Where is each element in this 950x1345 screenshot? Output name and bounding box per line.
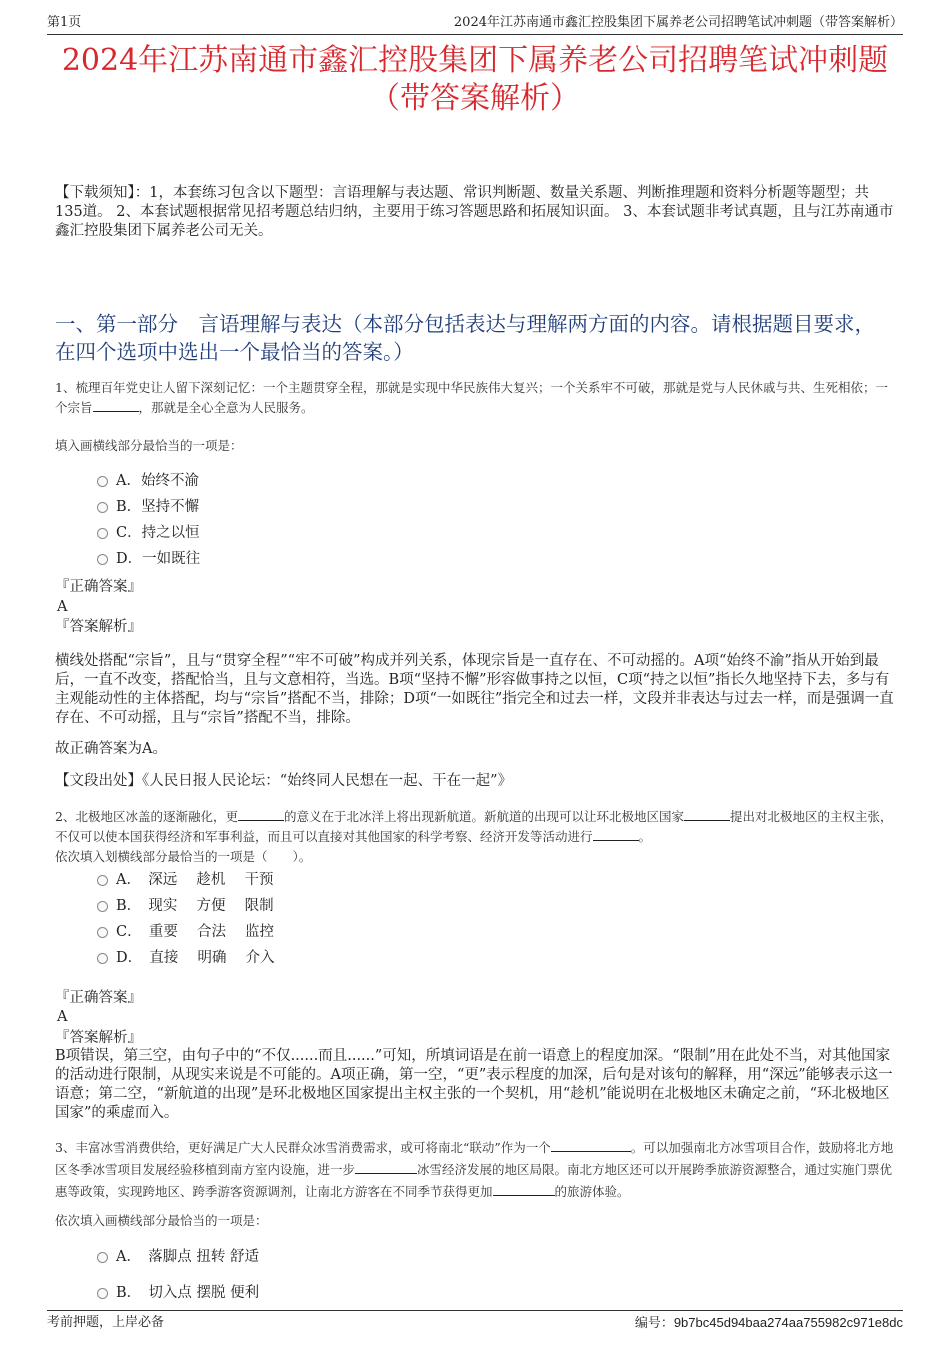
q3-stem-part-b: 。可以加强南北方冰雪项目合作，鼓励将北方地区冬季冰雪项目发展经验移植到南方室内设施，进一步: [55, 1140, 894, 1177]
q1-prompt: 填入画横线部分最恰当的一项是：: [55, 438, 243, 453]
q2-stem: [55, 807, 895, 847]
page-footer: [47, 1310, 903, 1331]
option-label: D．一如既往: [116, 551, 201, 567]
q1-analysis-label: 『答案解析』: [55, 619, 142, 635]
title-line-2: （带答案解析）: [370, 81, 580, 116]
q1-option-d[interactable]: [97, 549, 200, 569]
radio-icon[interactable]: [97, 1288, 108, 1299]
q2-stem-part-c: 提出对北极地区的主权主张，不仅可以使本国获得经济和军事利益，而且可以直接对其他国家的科学考察、经济开发等活动进行: [55, 809, 893, 844]
radio-icon[interactable]: [97, 502, 108, 513]
q2-stem-part-d: 。: [638, 829, 652, 844]
radio-icon[interactable]: [97, 953, 108, 964]
q1-option-a[interactable]: [97, 471, 199, 491]
radio-icon[interactable]: [97, 927, 108, 938]
page-header: [47, 14, 903, 35]
radio-icon[interactable]: [97, 554, 108, 565]
radio-icon[interactable]: [97, 901, 108, 912]
q3-stem-part-c: 冰雪经济发展的地区局限。南北方地区还可以开展跨季旅游资源整合，通过实施门票优惠等政策，实现跨地区、跨季游客资源调剂，让南北方游客在不同季节获得更加: [55, 1162, 893, 1199]
q2-answer: A: [57, 1009, 68, 1025]
radio-icon[interactable]: [97, 528, 108, 539]
q1-source: 【文段出处】《人民日报人民论坛：“始终同人民想在一起、干在一起”》: [55, 773, 513, 789]
q3-stem-part-d: 的旅游体验。: [554, 1184, 630, 1199]
title-line-1: 2024年江苏南通市鑫汇控股集团下属养老公司招聘笔试冲刺题: [61, 43, 889, 78]
q2-blank-2: [684, 808, 730, 821]
q2-blank-1: [238, 808, 284, 821]
radio-icon[interactable]: [97, 875, 108, 886]
q1-option-c[interactable]: [97, 523, 200, 543]
footer-code: [635, 1313, 903, 1334]
header-doc-title: 2024年江苏南通市鑫汇控股集团下属养老公司招聘笔试冲刺题（带答案解析）: [453, 15, 903, 30]
option-label: A． 落脚点 扭转 舒适: [116, 1249, 259, 1265]
q2-option-b[interactable]: [97, 896, 274, 916]
q1-option-b[interactable]: [97, 497, 199, 517]
q2-analysis-label: 『答案解析』: [55, 1030, 142, 1046]
download-notice: 【下载须知】：1，本套练习包含以下题型：言语理解与表达题、常识判断题、数量关系题、判断推理题和资料分析题等题型；共135道。 2、本套试题根据常见招考题总结归纳，主要用于练习答题思路和拓展知识面。 3、本套试题非考试真题，且与江苏南通市鑫汇控股集团下属养老公司无关。: [55, 185, 894, 239]
q3-blank-3: [493, 1183, 555, 1196]
q1-stem-part-b: ，那就是全心全意为人民服务。: [138, 400, 314, 415]
footer-slogan: 考前押题，上岸必备: [47, 1315, 165, 1330]
option-label: A．始终不渝: [116, 473, 199, 489]
option-label: D． 直接 明确 介入: [116, 950, 275, 966]
q3-blank-1: [551, 1139, 631, 1152]
q1-stem-part-a: 1、梳理百年党史让人留下深刻记忆：一个主题贯穿全程，那就是实现中华民族伟大复兴；一个关系牢不可破，那就是党与人民休戚与共、生死相依；一个宗旨: [55, 380, 888, 415]
radio-icon[interactable]: [97, 1252, 108, 1263]
q1-blank: [93, 399, 139, 412]
q2-answer-label: 『正确答案』: [55, 990, 142, 1006]
q3-option-a[interactable]: [97, 1247, 259, 1267]
q3-stem: [55, 1137, 895, 1203]
q2-option-c[interactable]: [97, 922, 274, 942]
option-label: B．坚持不懈: [116, 499, 200, 515]
q2-stem-part-a: 2、北极地区冰盖的逐渐融化，更: [55, 809, 238, 824]
q2-stem-part-b: 的意义在于北冰洋上将出现新航道。新航道的出现可以让环北极地区国家: [283, 809, 684, 824]
section-heading: 一、第一部分 言语理解与表达（本部分包括表达与理解两方面的内容。请根据题目要求，在四个选项中选出一个最恰当的答案。）: [55, 312, 875, 364]
q3-blank-2: [355, 1161, 417, 1174]
option-label: A． 深远 趁机 干预: [116, 872, 274, 888]
option-label: C． 重要 合法 监控: [116, 924, 275, 940]
q3-stem-part-a: 3、丰富冰雪消费供给，更好满足广大人民群众冰雪消费需求，或可将南北“联动”作为一个: [55, 1140, 551, 1155]
q2-option-d[interactable]: [97, 948, 275, 968]
q1-answer: A: [57, 599, 68, 615]
option-label: B． 现实 方便 限制: [116, 898, 274, 914]
q2-option-a[interactable]: [97, 870, 273, 890]
q1-stem: [55, 378, 895, 418]
q3-prompt: 依次填入画横线部分最恰当的一项是：: [55, 1213, 268, 1228]
radio-icon[interactable]: [97, 476, 108, 487]
option-label: B． 切入点 摆脱 便利: [116, 1285, 260, 1301]
footer-code-value: 9b7bc45d94baa274aa755982c971e8dc: [673, 1315, 903, 1330]
footer-code-label: 编号：: [634, 1316, 674, 1331]
q1-conclusion: 故正确答案为A。: [55, 741, 167, 757]
q2-blank-3: [593, 828, 639, 841]
q3-option-b[interactable]: [97, 1283, 259, 1303]
option-label: C．持之以恒: [116, 525, 200, 541]
page-number: 第1页: [47, 15, 82, 30]
q2-analysis: B项错误，第三空，由句子中的“不仅......而且......”可知，所填词语是在前一语意上的程度加深。“限制”用在此处不当，对其他国家的活动进行限制，从现实来说是不可能的。A项正确，第一空，“更”表示程度的加深，后句是对该句的解释，用“深远”能够表示这一语意；第二空，“新航道的出现”是环北极地区国家提出主权主张的一个契机，用“趁机”能说明在北极地区未确定之前，“环北极地区国家”的乘虚而入。: [55, 1048, 893, 1121]
q1-answer-label: 『正确答案』: [55, 579, 142, 595]
q2-prompt: 依次填入划横线部分最恰当的一项是（ ）。: [55, 849, 312, 864]
q1-analysis: 横线处搭配“宗旨”，且与“贯穿全程”“牢不可破”构成并列关系，体现宗旨是一直存在、不可动摇的。A项“始终不渝”指从开始到最后，一直不改变，搭配恰当，且与文意相符，当选。B项“坚持不懈”形容做事持之以恒，C项“持之以恒”指长久地坚持下去，多与有主观能动性的主体搭配，均与“宗旨”搭配不当，排除；D项“一如既往”指完全和过去一样，文段并非表达与过去一样，而是强调一直存在、不可动摇，且与“宗旨”搭配不当，排除。: [55, 653, 894, 726]
document-title: [40, 42, 910, 118]
